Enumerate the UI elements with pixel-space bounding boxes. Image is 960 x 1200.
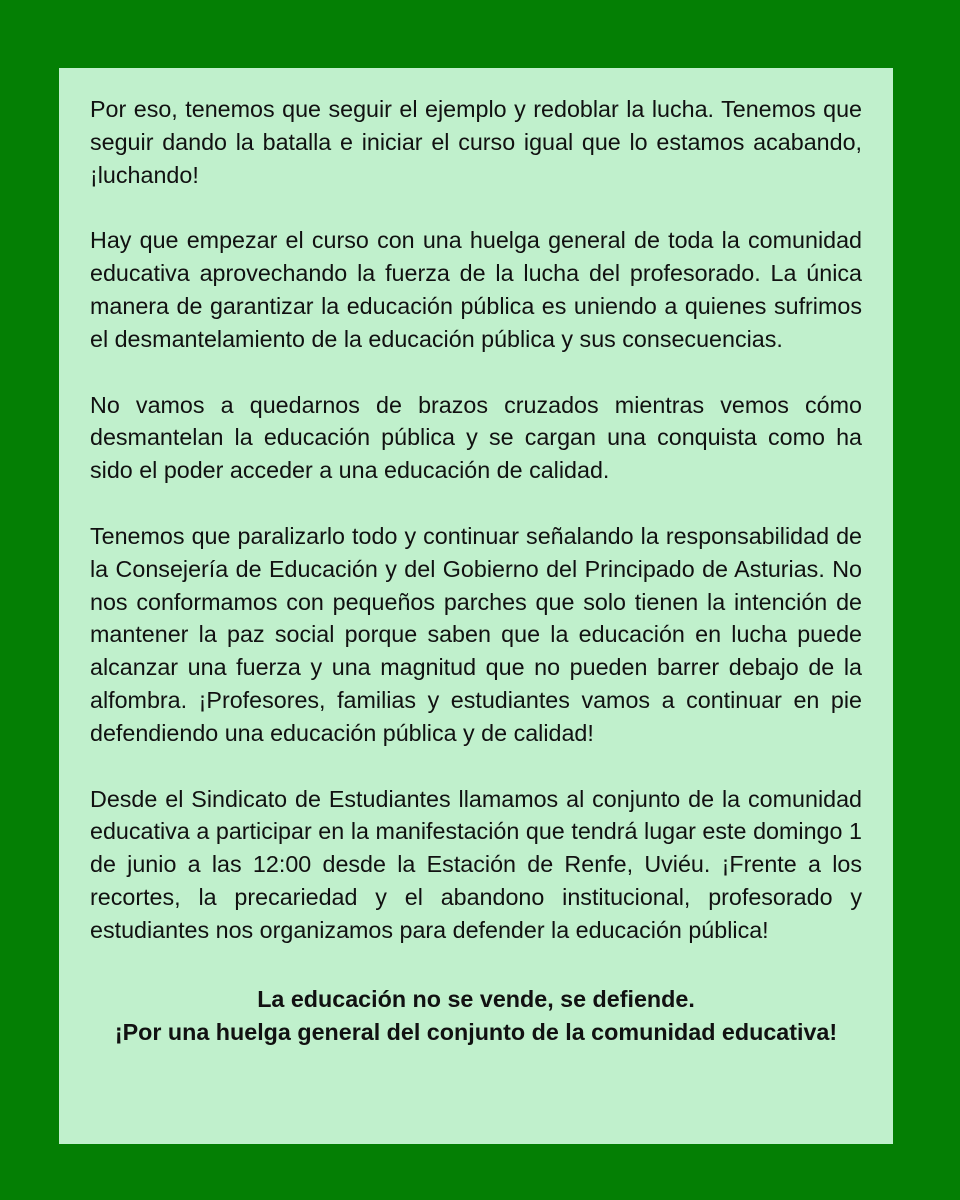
closing-slogan-line-2: ¡Por una huelga general del conjunto de la comunidad educativa!: [114, 1018, 838, 1045]
statement-card: [59, 68, 893, 1144]
paragraph-paralizarlo-todo: Tenemos que paralizarlo todo y continuar señalando la responsabilidad de la Consejería de Educación y del Gobierno del Principado de Asturias. No nos conformamos con pequeños parches que solo tienen la intención de mantener la paz social porque saben que la educación en lucha puede alcanzar una fuerza y una magnitud que no pueden barrer debajo de la alfombra. ¡Profesores, familias y estudiantes vamos a continuar en pie defendiendo una educación pública y de calidad!: [90, 522, 862, 746]
closing-slogans: [90, 983, 862, 1049]
paragraph-huelga-general: Hay que empezar el curso con una huelga general de toda la comunidad educativa aprovechando la fuerza de la lucha del profesorado. La única manera de garantizar la educación pública es uniendo a quienes sufrimos el desmantelamiento de la educación pública y sus consecuencias.: [90, 227, 862, 352]
closing-slogan-line-1: La educación no se vende, se defiende.: [257, 985, 695, 1012]
paragraph-manifestacion: Desde el Sindicato de Estudiantes llamamos al conjunto de la comunidad educativa a participar en la manifestación que tendrá lugar este domingo 1 de junio a las 12:00 desde la Estación de Renfe, Uviéu. ¡Frente a los recortes, la precariedad y el abandono institucional, profesorado y estudiantes nos organizamos para defender la educación pública!: [90, 785, 862, 943]
paragraph-redoblar-lucha: Por eso, tenemos que seguir el ejemplo y redoblar la lucha. Tenemos que seguir dando la batalla e iniciar el curso igual que lo estamos acabando, ¡luchando!: [90, 96, 862, 188]
paragraph-brazos-cruzados: No vamos a quedarnos de brazos cruzados mientras vemos cómo desmantelan la educación pública y se cargan una conquista como ha sido el poder acceder a una educación de calidad.: [90, 391, 862, 484]
